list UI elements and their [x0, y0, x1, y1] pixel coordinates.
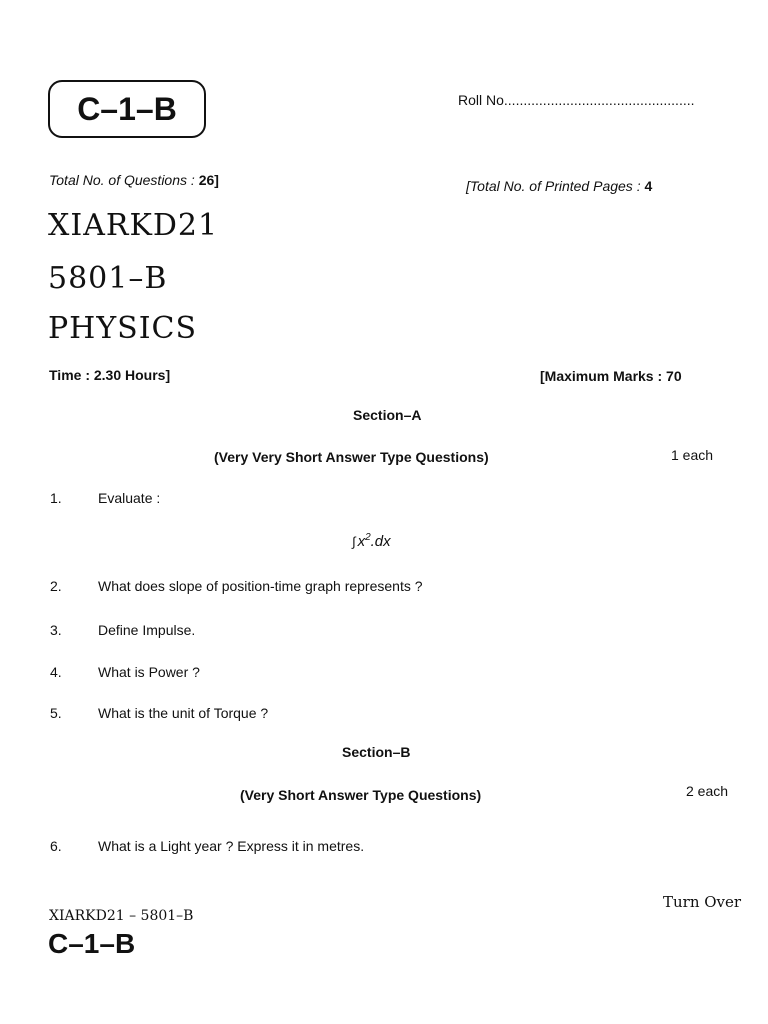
integral-sign: ∫ — [352, 534, 356, 549]
total-questions: Total No. of Questions : 26] — [49, 172, 219, 188]
roll-number-field: Roll No................................................. — [458, 92, 695, 108]
question-number: 5. — [50, 705, 62, 721]
question-1 — [50, 490, 160, 506]
question-number: 3. — [50, 622, 62, 638]
total-pages: [Total No. of Printed Pages : 4 — [466, 178, 653, 194]
question-number: 4. — [50, 664, 62, 680]
paper-code-box — [48, 80, 206, 138]
question-3 — [50, 622, 195, 638]
question-6 — [50, 838, 364, 854]
question-text: What is a Light year ? Express it in metres. — [98, 838, 365, 854]
section-b-subtitle: (Very Short Answer Type Questions) — [240, 787, 482, 803]
total-pages-value: 4 — [644, 178, 653, 194]
question-5 — [50, 705, 268, 721]
subject-heading: PHYSICS — [48, 311, 198, 346]
question-text: What is Power ? — [98, 664, 200, 680]
question-number: 6. — [50, 838, 62, 854]
section-b-title: Section–B — [342, 744, 411, 760]
paper-code-label: C–1–B — [77, 90, 177, 127]
section-b-marks: 2 each — [686, 783, 729, 799]
turn-over-note: Turn Over — [663, 893, 742, 911]
paper-number-heading: 5801–B — [48, 261, 168, 296]
section-a-marks: 1 each — [671, 447, 714, 463]
question-text: Evaluate : — [98, 490, 161, 506]
question-text: Define Impulse. — [98, 622, 196, 638]
total-questions-value: 26] — [198, 172, 219, 188]
question-4 — [50, 664, 200, 680]
question-number: 2. — [50, 578, 62, 594]
maximum-marks: [Maximum Marks : 70 — [540, 368, 682, 384]
question-2 — [50, 578, 423, 594]
paper-code-heading: XIARKD21 — [48, 208, 219, 243]
footer-code: C–1–B — [48, 928, 136, 959]
question-number: 1. — [50, 490, 62, 506]
question-text: What does slope of position-time graph represents ? — [98, 578, 423, 594]
section-a-subtitle: (Very Very Short Answer Type Questions) — [214, 449, 489, 465]
footer-paper-ref: XIARKD21 – 5801–B — [49, 908, 194, 924]
integral-formula: ∫ $x^2.dx$ — [352, 532, 391, 550]
question-text: What is the unit of Torque ? — [98, 705, 269, 721]
time-duration: Time : 2.30 Hours] — [49, 367, 171, 383]
section-a-title: Section–A — [353, 407, 422, 423]
